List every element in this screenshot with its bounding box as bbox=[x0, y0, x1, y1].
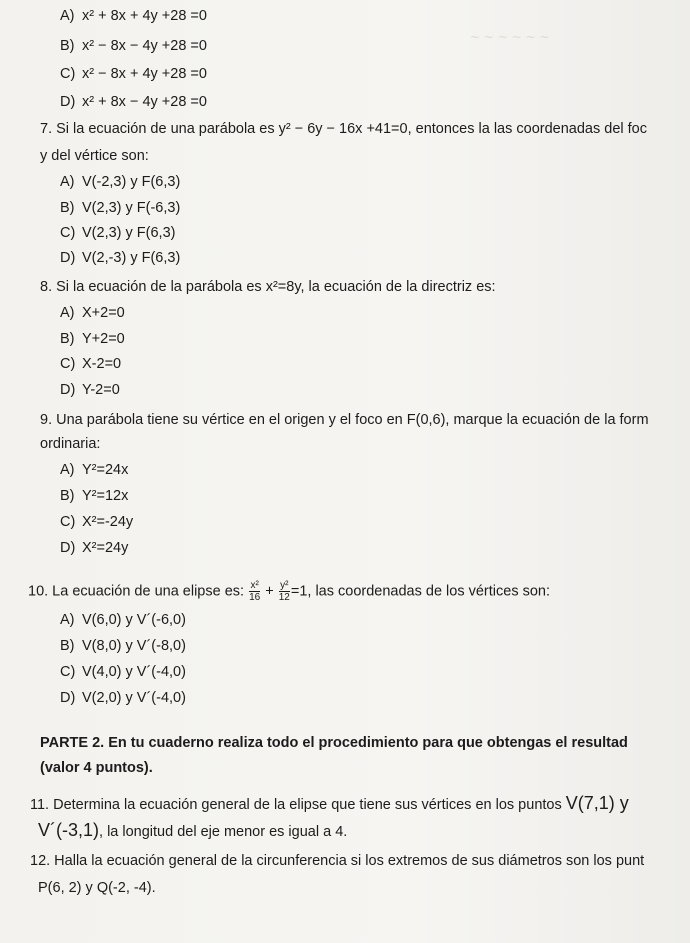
q12-statement: 12. Halla la ecuación general de la circunferencia si los extremos de sus diámetros son los punt bbox=[30, 853, 645, 869]
q10-option-c[interactable]: C) V(4,0) y V´(-4,0) bbox=[60, 664, 186, 680]
q9-statement: 9. Una parábola tiene su vértice en el origen y el foco en F(0,6), marque la ecuación de la form bbox=[40, 412, 649, 428]
q6-option-d[interactable]: D) x² + 8x − 4y +28 =0 bbox=[60, 94, 207, 110]
q6-option-c[interactable]: C) x² − 8x + 4y +28 =0 bbox=[60, 66, 207, 82]
q12-statement-cont: P(6, 2) y Q(-2, -4). bbox=[38, 880, 156, 896]
q8-option-d[interactable]: D) Y-2=0 bbox=[60, 382, 120, 398]
fraction-x2-over-16: $\frac{\text{x²}}{16}$ bbox=[249, 580, 261, 603]
q8-option-a[interactable]: A) X+2=0 bbox=[60, 305, 125, 321]
q10-option-a[interactable]: A) V(6,0) y V´(-6,0) bbox=[60, 612, 186, 628]
q8-option-c[interactable]: C) X-2=0 bbox=[60, 356, 122, 372]
q7-statement-cont: y del vértice son: bbox=[40, 148, 149, 164]
parte2-value: (valor 4 puntos). bbox=[40, 760, 153, 776]
q9-statement-cont: ordinaria: bbox=[40, 436, 101, 452]
q7-option-c[interactable]: C) V(2,3) y F(6,3) bbox=[60, 225, 176, 241]
q7-option-d[interactable]: D) V(2,-3) y F(6,3) bbox=[60, 250, 181, 266]
q9-option-b[interactable]: B) Y²=12x bbox=[60, 488, 129, 504]
q7-option-a[interactable]: A) V(-2,3) y F(6,3) bbox=[60, 174, 181, 190]
q10-statement: 10. La ecuación de una elipse es: $\frac{\text{x²}}{16}$ + $\frac{\text{y²}}{12}$ =1, las coordenadas de los vértices son: bbox=[28, 580, 551, 603]
q8-option-b[interactable]: B) Y+2=0 bbox=[60, 331, 125, 347]
q11-statement-cont: V´(-3,1), la longitud del eje menor es igual a 4. bbox=[38, 820, 348, 840]
parte2-heading: PARTE 2. En tu cuaderno realiza todo el procedimiento para que obtengas el resultad bbox=[40, 735, 628, 751]
q8-statement: 8. Si la ecuación de la parábola es x²=8y, la ecuación de la directriz es: bbox=[40, 279, 496, 295]
bleed-through: ~ ~ ~ ~ ~ ~ bbox=[470, 30, 550, 44]
q7-statement: 7. Si la ecuación de una parábola es y² − 6y − 16x +41=0, entonces la las coordenadas del foc bbox=[40, 121, 647, 137]
q10-option-d[interactable]: D) V(2,0) y V´(-4,0) bbox=[60, 690, 186, 706]
q6-option-a[interactable]: A) x² + 8x + 4y +28 =0 bbox=[60, 8, 207, 24]
q9-option-a[interactable]: A) Y²=24x bbox=[60, 462, 129, 478]
q9-option-d[interactable]: D) X²=24y bbox=[60, 540, 129, 556]
q9-option-c[interactable]: C) X²=-24y bbox=[60, 514, 134, 530]
q7-option-b[interactable]: B) V(2,3) y F(-6,3) bbox=[60, 200, 181, 216]
q6-option-b[interactable]: B) x² − 8x − 4y +28 =0 bbox=[60, 38, 207, 54]
fraction-y2-over-12: $\frac{\text{y²}}{12}$ bbox=[278, 580, 290, 603]
q11-statement: 11. Determina la ecuación general de la elipse que tiene sus vértices en los puntos V(7,1) y bbox=[30, 793, 629, 813]
q10-option-b[interactable]: B) V(8,0) y V´(-8,0) bbox=[60, 638, 186, 654]
